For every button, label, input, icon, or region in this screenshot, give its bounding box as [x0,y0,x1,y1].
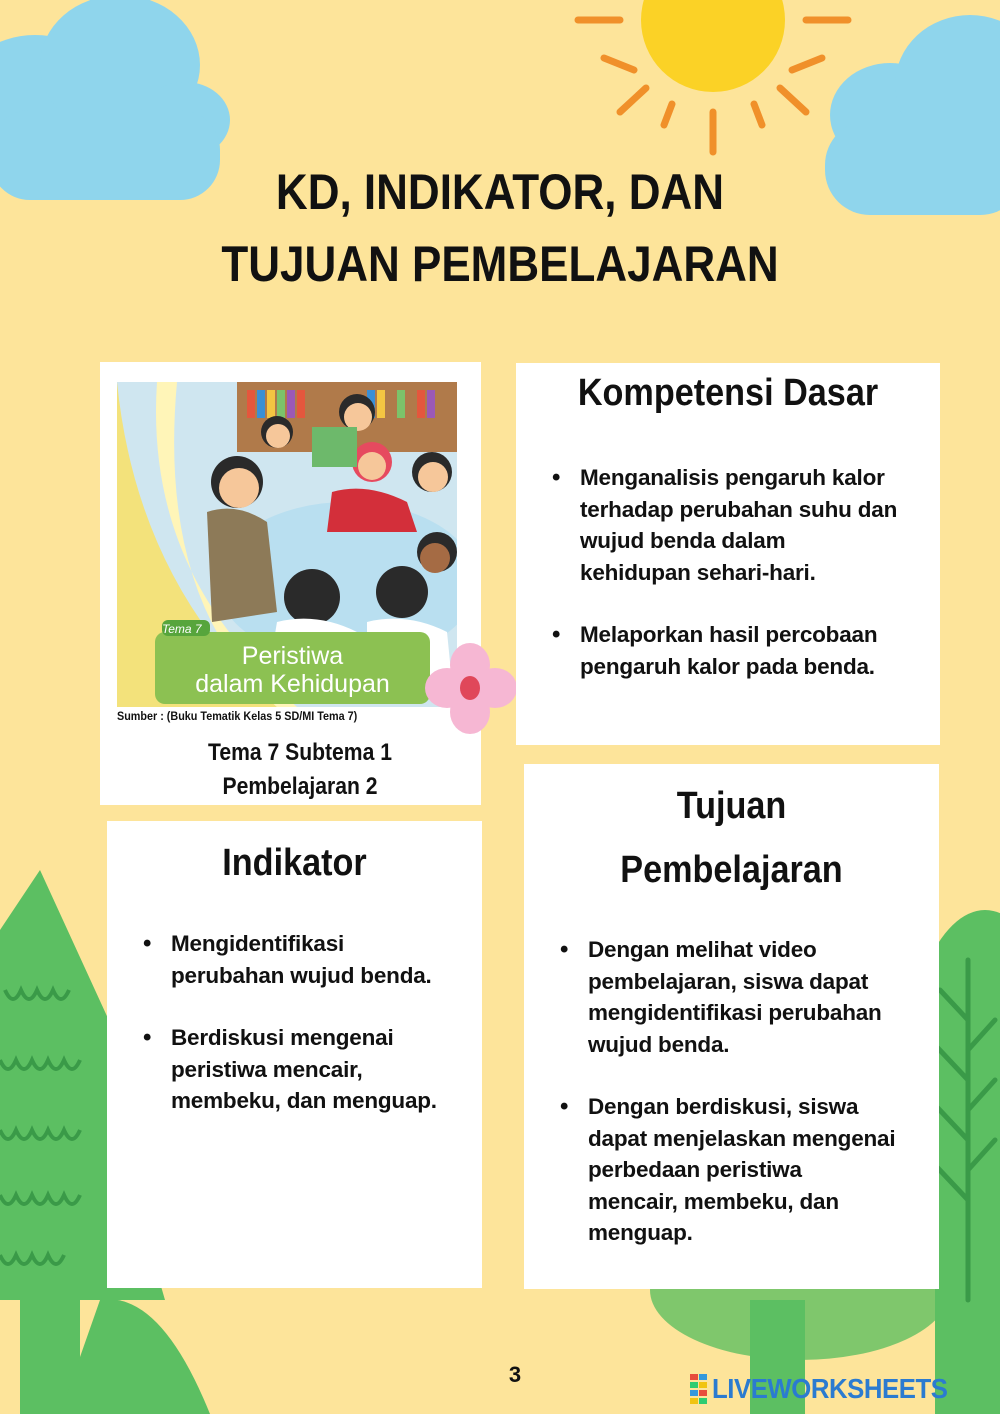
list-item: • Mengidentifikasi perubahan wujud benda. [143,928,482,991]
page-title-line-2: TUJUAN PEMBELAJARAN [221,236,779,292]
tujuan-pembelajaran-heading [545,774,919,902]
lesson-caption-line-2: Pembelajaran 2 [222,773,378,800]
sun-illustration [578,0,848,152]
page-number: 3 [508,1362,522,1387]
indikator-list [143,928,482,1117]
indikator-heading: Indikator [222,842,367,884]
list-item: • Dengan berdiskusi, siswa dapat menjelaskan mengenai perbedaan peristiwa mencair, membeku, dan menguap. [560,1091,939,1249]
kompetensi-dasar-card [516,363,940,745]
cover-theme-tag: Tema 7 [162,622,202,636]
tujuan-heading-line-2: Pembelajaran [620,849,843,891]
book-cover-card [100,362,481,805]
cover-book-title-line-2: dalam Kehidupan [195,670,390,698]
liveworksheets-logo-icon [690,1374,708,1404]
cover-book-title-line-1: Peristiwa [241,642,344,670]
lesson-caption [124,736,476,804]
list-item: • Dengan melihat video pembelajaran, siswa dapat mengidentifikasi perubahan wujud benda. [560,934,939,1060]
kompetensi-dasar-list [552,462,940,682]
image-source-credit: Sumber : (Buku Tematik Kelas 5 SD/MI Tema 7) [117,709,358,723]
lesson-caption-line-1: Tema 7 Subtema 1 [208,739,392,766]
liveworksheets-logo[interactable] [690,1372,968,1406]
tujuan-pembelajaran-list [560,934,939,1249]
liveworksheets-brand-name: LIVEWORKSHEETS [712,1373,948,1404]
kompetensi-dasar-heading: Kompetensi Dasar [577,372,879,414]
cover-book-title [155,642,430,698]
page-title [60,160,940,296]
list-item: • Melaporkan hasil percobaan pengaruh kalor pada benda. [552,619,940,682]
page-title-line-1: KD, INDIKATOR, DAN [275,164,725,220]
tujuan-heading-line-1: Tujuan [676,785,787,827]
flower-illustration [425,640,520,735]
list-item: • Berdiskusi mengenai peristiwa mencair, membeku, dan menguap. [143,1022,482,1117]
indikator-card [107,821,482,1288]
list-item: • Menganalisis pengaruh kalor terhadap perubahan suhu dan wujud benda dalam kehidupan sehari-hari. [552,462,940,588]
tujuan-pembelajaran-card [524,764,939,1289]
